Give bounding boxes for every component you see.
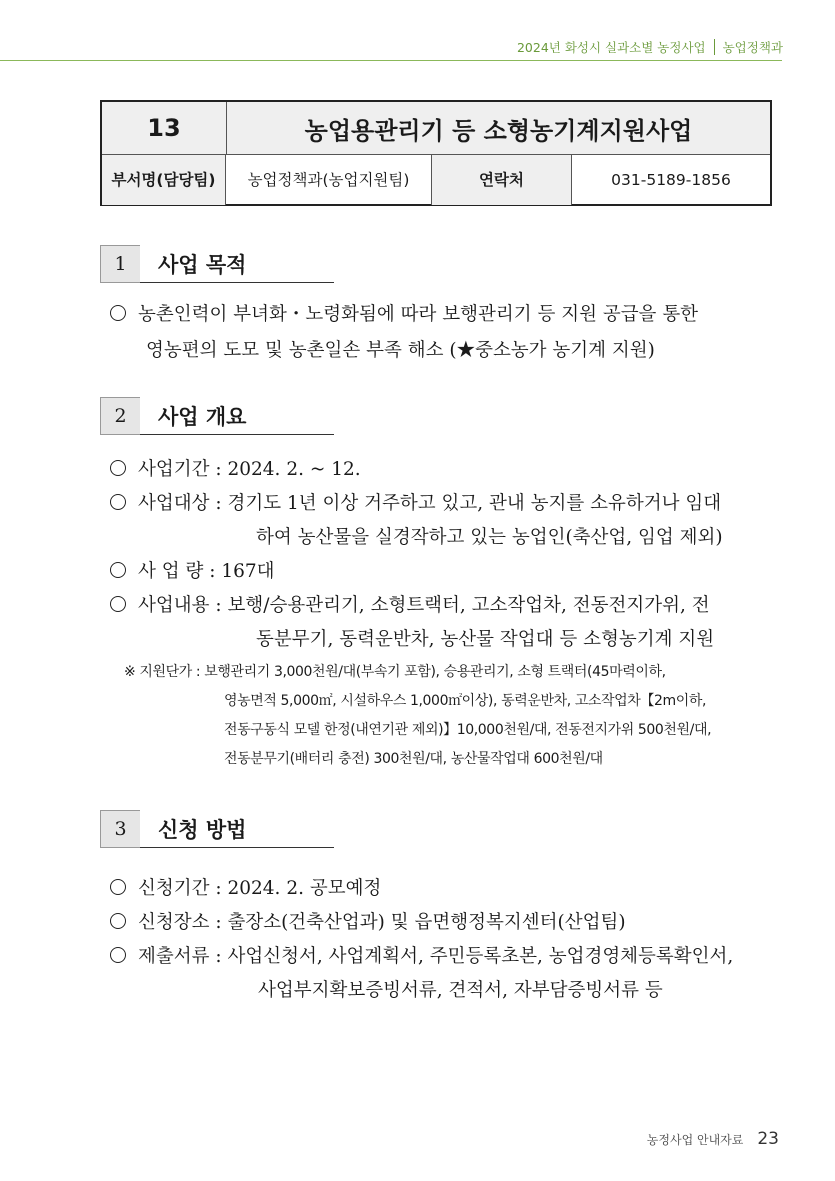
section-1-title: 사업 목적 [140, 245, 334, 283]
circle-bullet-icon [110, 879, 126, 895]
section-1-line1: 농촌인력이 부녀화・노령화됨에 따라 보행관리기 등 지원 공급을 통한 [138, 304, 699, 325]
section-3-heading [100, 810, 334, 848]
title-row [102, 102, 770, 155]
section-2-heading [100, 397, 334, 435]
header-left: 2024년 화성시 실과소별 농정사업 [516, 40, 706, 55]
section-2-target-line2: 하여 농산물을 실경작하고 있는 농업인(축산업, 임업 제외) [256, 527, 723, 548]
section-3-docs-line1: 제출서류 : 사업신청서, 사업계획서, 주민등록초본, 농업경영체등록확인서, [138, 946, 734, 967]
page-footer [647, 1129, 779, 1149]
dept-label [102, 155, 226, 205]
section-1-heading [100, 245, 334, 283]
project-number: 13 [102, 102, 227, 154]
page-number: 23 [757, 1129, 779, 1149]
support-price-note-line1: ※ 지원단가 : 보행관리기 3,000천원/대(부속기 포함), 승용관리기, 소형 트랙터(45마력이하, [124, 664, 666, 680]
section-1-number: 1 [100, 245, 140, 283]
header-right: 농업정책과 [722, 40, 783, 55]
circle-bullet-icon [110, 913, 126, 929]
section-2-amount: 사 업 량 : 167대 [138, 561, 275, 582]
dept-label-line2: (담당팀) [156, 170, 216, 189]
section-3-number: 3 [100, 810, 140, 848]
circle-bullet-icon [110, 562, 126, 578]
section-2-amount-item [110, 555, 275, 588]
dept-value [226, 155, 432, 205]
info-row [102, 155, 770, 205]
contact-value: 031-5189-1856 [611, 170, 731, 189]
dept-label-line1: 부서명 [111, 170, 157, 189]
section-2-target-item [110, 487, 721, 520]
section-3-period: 신청기간 : 2024. 2. 공모예정 [138, 878, 382, 899]
section-3-period-item [110, 872, 381, 905]
section-2-number: 2 [100, 397, 140, 435]
section-2-content-line1: 사업내용 : 보행/승용관리기, 소형트랙터, 고소작업차, 전동전지가위, 전 [138, 595, 710, 616]
project-title: 농업용관리기 등 소형농기계지원사업 [304, 116, 693, 145]
section-3-place-item [110, 906, 626, 939]
title-table [100, 100, 772, 206]
support-price-note-line4: 전동분무기(배터리 충전) 300천원/대, 농산물작업대 600천원/대 [224, 751, 603, 767]
section-2-content-item [110, 589, 710, 622]
contact-label: 연락처 [432, 155, 572, 205]
section-1-line2: 영농편의 도모 및 농촌일손 부족 해소 (★중소농가 농기계 지원) [146, 340, 655, 361]
support-price-note-line3: 전동구동식 모델 한정(내연기관 제외)】10,000천원/대, 전동전지가위 500천원/대, [224, 722, 712, 738]
circle-bullet-icon [110, 494, 126, 510]
circle-bullet-icon [110, 305, 126, 321]
section-3-title: 신청 방법 [140, 810, 334, 848]
section-2-content-line2: 동분무기, 동력운반차, 농산물 작업대 등 소형농기계 지원 [256, 629, 715, 650]
header-separator [714, 39, 715, 55]
section-3-docs-item [110, 940, 733, 973]
section-1-item [110, 298, 698, 331]
circle-bullet-icon [110, 947, 126, 963]
section-2-period-item [110, 453, 361, 486]
circle-bullet-icon [110, 596, 126, 612]
dept-value-line2: (농업지원팀) [322, 170, 410, 189]
dept-value-line1: 농업정책과 [247, 170, 323, 189]
section-2-period: 사업기간 : 2024. 2. ~ 12. [138, 459, 361, 480]
footer-label: 농정사업 안내자료 [646, 1133, 744, 1147]
header-rule [0, 60, 782, 61]
running-header [517, 38, 783, 56]
section-3-docs-line2: 사업부지확보증빙서류, 견적서, 자부담증빙서류 등 [258, 980, 663, 1001]
support-price-note-line2: 영농면적 5,000㎡, 시설하우스 1,000㎡이상), 동력운반차, 고소작업차【2m이하, [224, 693, 707, 709]
section-3-place: 신청장소 : 출장소(건축산업과) 및 읍면행정복지센터(산업팀) [138, 912, 626, 933]
section-2-target-line1: 사업대상 : 경기도 1년 이상 거주하고 있고, 관내 농지를 소유하거나 임대 [138, 493, 722, 514]
circle-bullet-icon [110, 460, 126, 476]
section-2-title: 사업 개요 [140, 397, 334, 435]
